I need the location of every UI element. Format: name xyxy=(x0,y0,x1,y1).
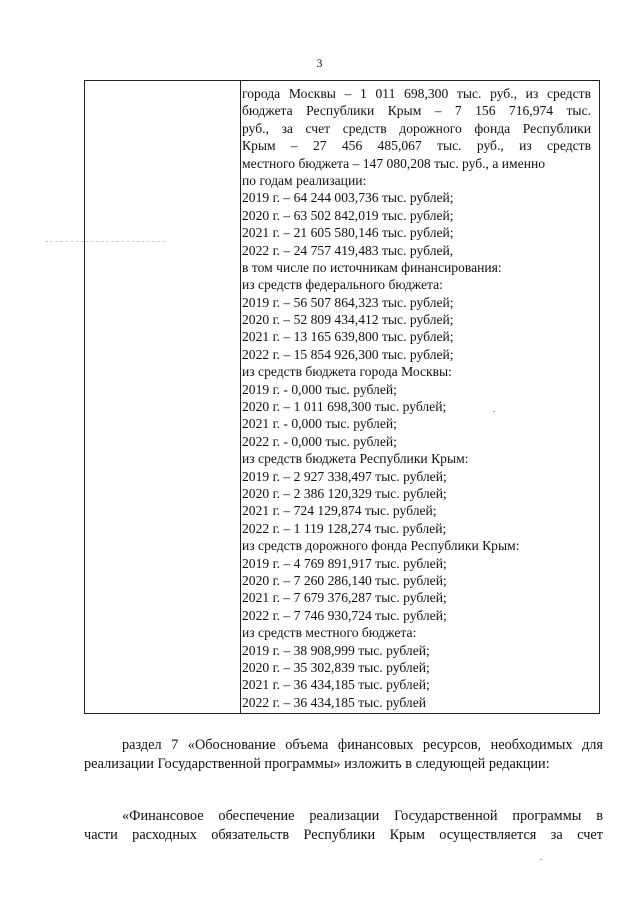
table-row-line: 2020 г. – 1 011 698,300 тыс. рублей; xyxy=(242,399,447,415)
scan-speck xyxy=(493,411,495,412)
table-row-line: 2020 г. – 63 502 842,019 тыс. рублей; xyxy=(242,207,454,223)
table-row-line: 2021 г. – 21 605 580,146 тыс. рублей; xyxy=(242,225,454,241)
table-row-line: 2019 г. - 0,000 тыс. рублей; xyxy=(242,381,397,397)
table-row-line: 2021 г. – 724 129,874 тыс. рублей; xyxy=(242,503,437,519)
intro-line: по годам реализации: xyxy=(242,172,367,188)
financing-paragraph xyxy=(84,807,603,845)
table-row-line: 2021 г. – 13 165 639,800 тыс. рублей; xyxy=(242,329,454,345)
table-row-line: 2022 г. – 24 757 419,483 тыс. рублей, xyxy=(242,242,454,258)
intro-line: руб., за счет средств дорожного фонда Республики xyxy=(242,120,591,136)
table-row-line: 2019 г. – 4 769 891,917 тыс. рублей; xyxy=(242,555,447,571)
table-row-line: 2022 г. - 0,000 тыс. рублей; xyxy=(242,433,397,449)
table-row-line: из средств местного бюджета: xyxy=(242,625,417,641)
table-row-line: 2020 г. – 7 260 286,140 тыс. рублей; xyxy=(242,572,447,588)
table-right-cell xyxy=(242,85,591,711)
intro-line: местного бюджета – 147 080,208 тыс. руб., а именно xyxy=(242,155,546,171)
passport-table xyxy=(84,80,600,714)
table-row-line: из средств бюджета города Москвы: xyxy=(242,364,452,380)
scan-speck xyxy=(540,859,542,860)
table-row-line: из средств федерального бюджета: xyxy=(242,277,443,293)
table-row-line: 2022 г. – 7 746 930,724 тыс. рублей; xyxy=(242,607,447,623)
table-row-line: 2020 г. – 52 809 434,412 тыс. рублей; xyxy=(242,312,454,328)
table-row-line: 2021 г. – 36 434,185 тыс. рублей; xyxy=(242,677,430,693)
table-column-divider xyxy=(240,81,241,713)
table-row-line: 2019 г. – 38 908,999 тыс. рублей; xyxy=(242,642,430,658)
scan-speck xyxy=(45,241,165,243)
table-row-line: 2021 г. - 0,000 тыс. рублей; xyxy=(242,416,397,432)
table-row-line: из средств бюджета Республики Крым: xyxy=(242,451,469,467)
paragraph-line: реализации Государственной программы» изложить в следующей редакции: xyxy=(84,756,550,772)
table-row-line: 2022 г. – 15 854 926,300 тыс. рублей; xyxy=(242,346,454,362)
intro-line: бюджета Республики Крым – 7 156 716,974 тыс. xyxy=(242,103,591,119)
table-row-line: 2020 г. – 2 386 120,329 тыс. рублей; xyxy=(242,485,447,501)
table-row-line: 2019 г. – 56 507 864,323 тыс. рублей; xyxy=(242,294,454,310)
table-row-line: из средств дорожного фонда Республики Крым: xyxy=(242,538,520,554)
table-row-line: 2022 г. – 36 434,185 тыс. рублей xyxy=(242,694,426,710)
table-row-line: 2019 г. – 64 244 003,736 тыс. рублей; xyxy=(242,190,454,206)
paragraph-line: части расходных обязательств Республики Крым осуществляется за счет xyxy=(84,827,603,843)
funding-rows xyxy=(242,189,591,711)
table-row-line: 2022 г. – 1 119 128,274 тыс. рублей; xyxy=(242,520,447,536)
intro-line: города Москвы – 1 011 698,300 тыс. руб., из средств xyxy=(242,86,591,101)
page-number: 3 xyxy=(316,56,323,70)
paragraph-line: «Финансовое обеспечение реализации Государственной программы в xyxy=(122,808,603,824)
table-row-line: в том числе по источникам финансирования: xyxy=(242,259,502,275)
table-row-line: 2021 г. – 7 679 376,287 тыс. рублей; xyxy=(242,590,447,606)
paragraph-line: раздел 7 «Обоснование объема финансовых ресурсов, необходимых для xyxy=(122,737,603,753)
table-row-line: 2019 г. – 2 927 338,497 тыс. рублей; xyxy=(242,468,447,484)
intro-line: Крым – 27 456 485,067 тыс. руб., из средств xyxy=(242,138,591,154)
section-7-paragraph xyxy=(84,736,603,774)
table-row-line: 2020 г. – 35 302,839 тыс. рублей; xyxy=(242,659,430,675)
